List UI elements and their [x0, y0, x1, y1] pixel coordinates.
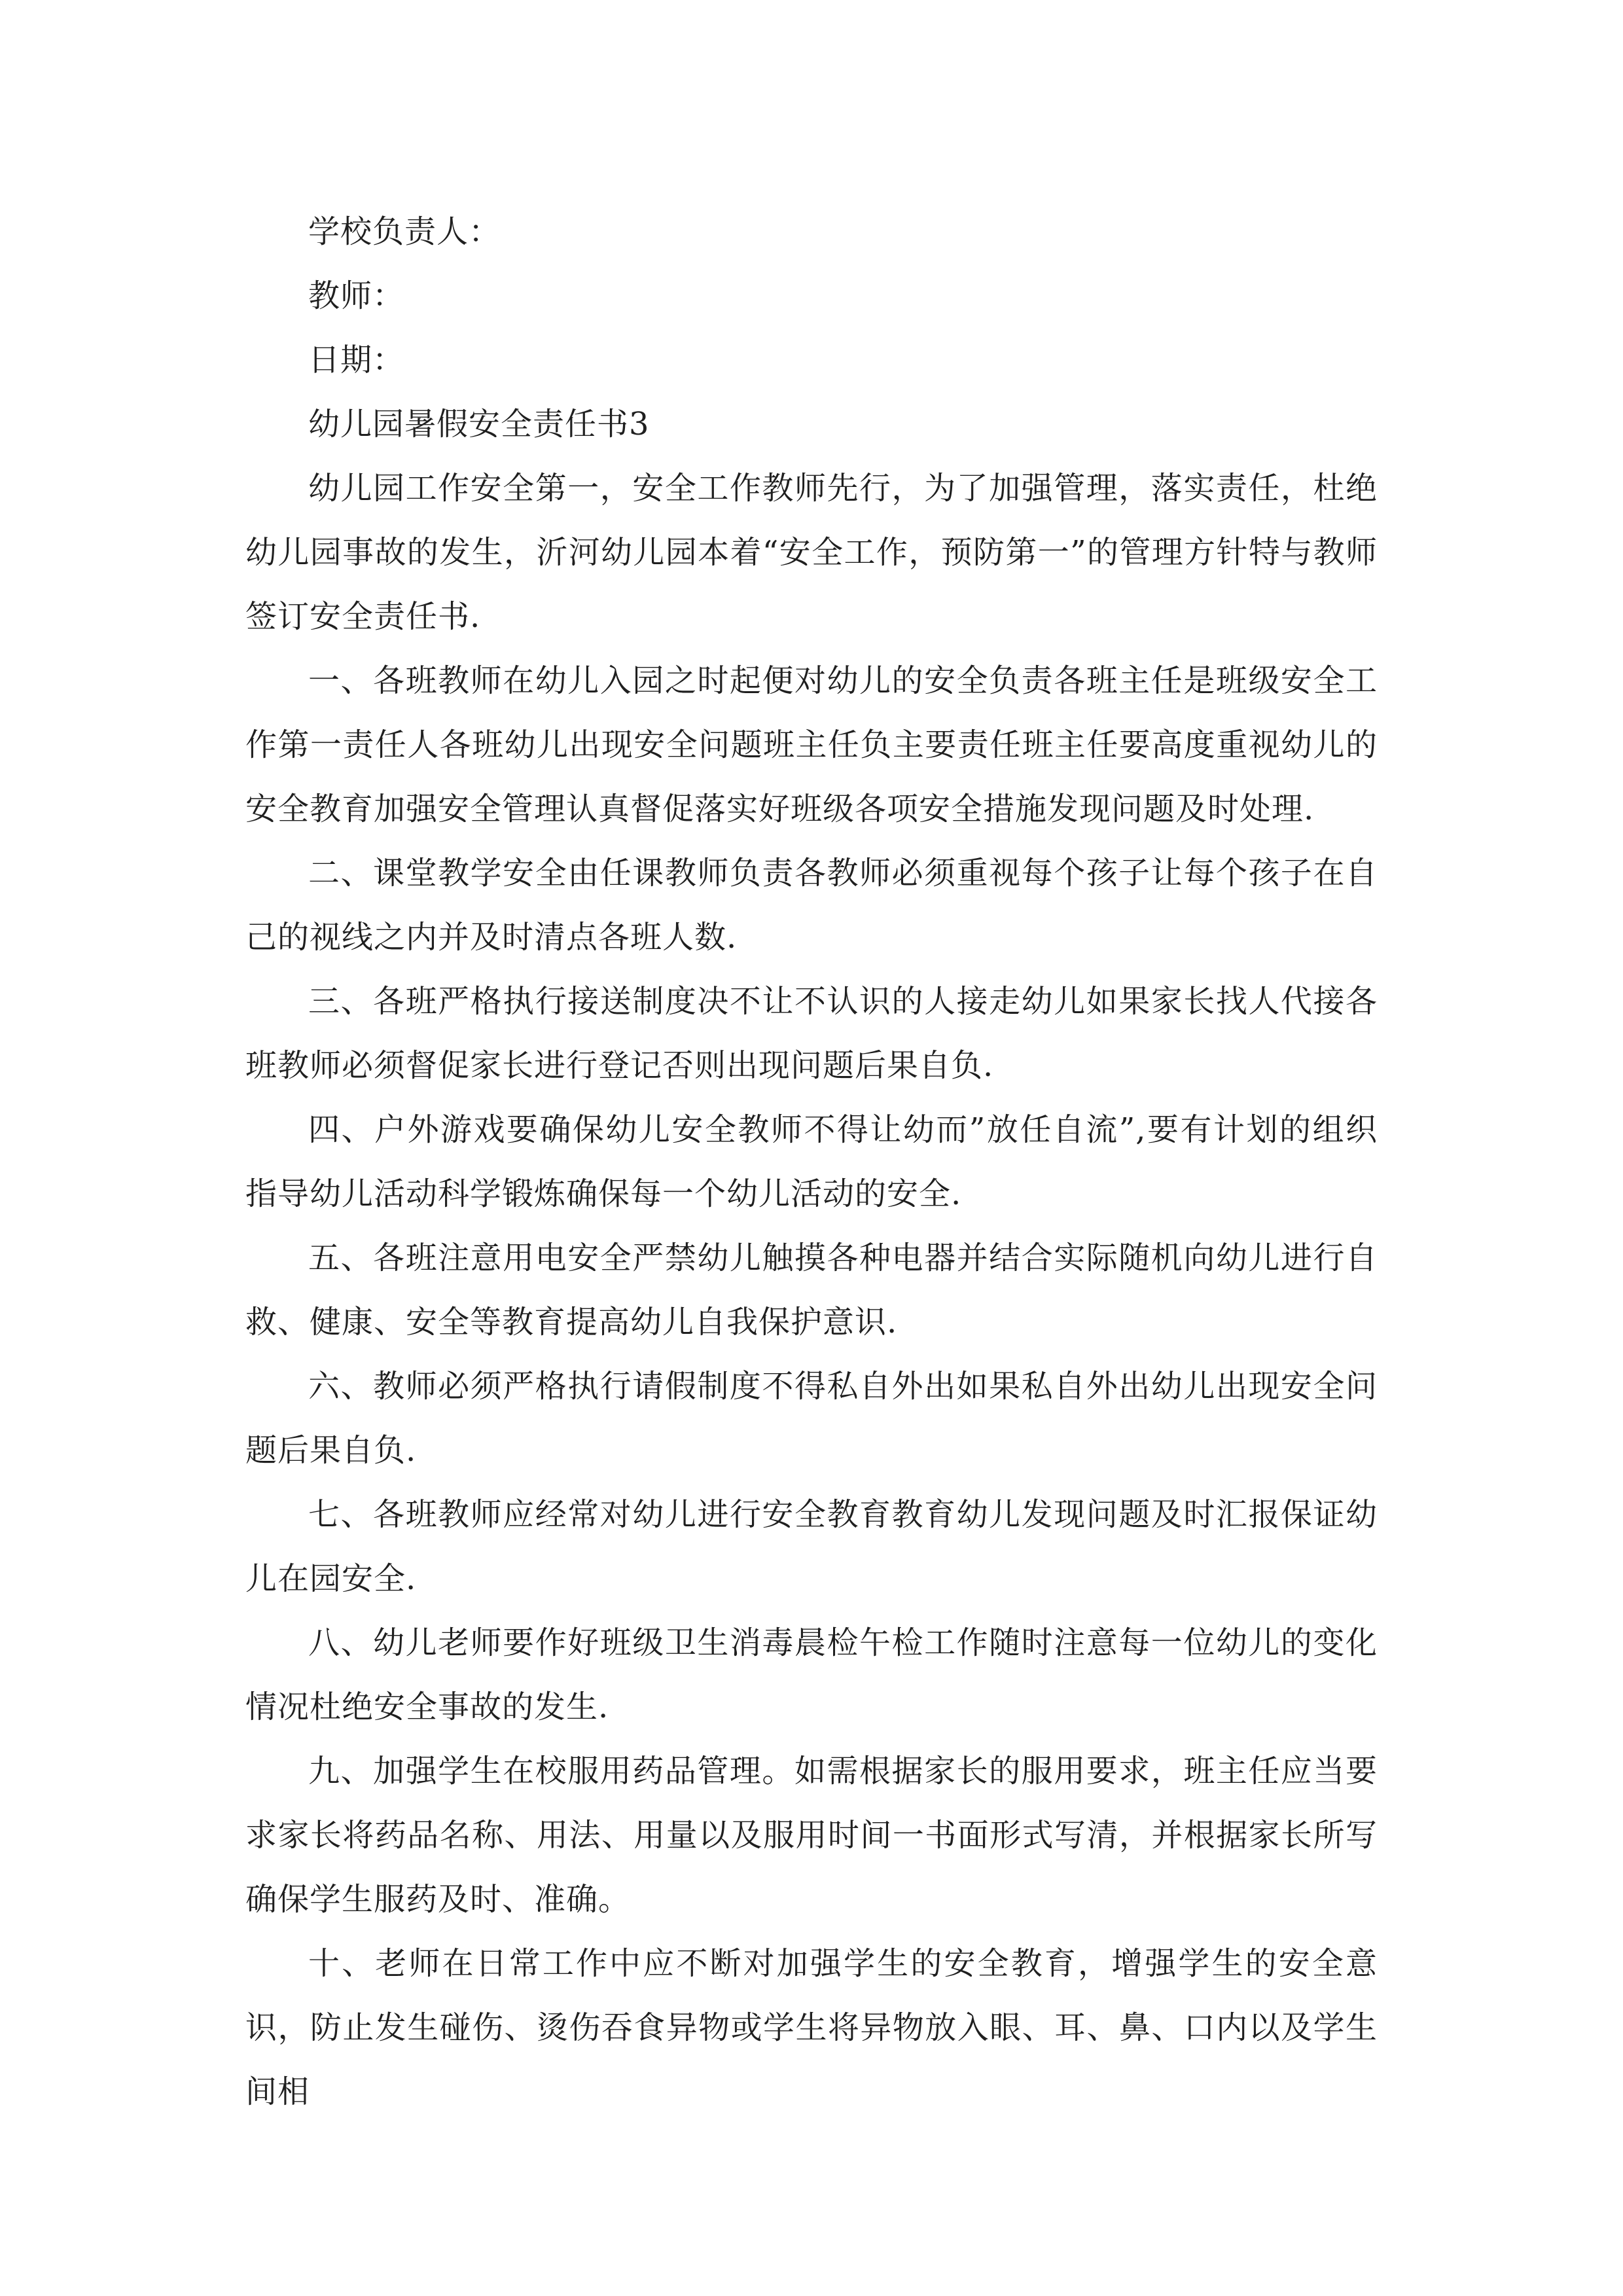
clause-6: 六、教师必须严格执行请假制度不得私自外出如果私自外出幼儿出现安全问题后果自负. — [245, 1368, 1378, 1469]
clause-9: 九、加强学生在校服用药品管理。如需根据家长的服用要求，班主任应当要求家长将药品名称、用法、用量以及服用时间一书面形式写清，并根据家长所写确保学生服药及时、准确。 — [245, 1753, 1378, 1918]
document-body — [245, 200, 1378, 2124]
clause-1: 一、各班教师在幼儿入园之时起便对幼儿的安全负责各班主任是班级安全工作第一责任人各班幼儿出现安全问题班主任负主要责任班主任要高度重视幼儿的安全教育加强安全管理认真督促落实好班级各项安全措施发现问题及时处理. — [245, 662, 1378, 827]
clause-8: 八、幼儿老师要作好班级卫生消毒晨检午检工作随时注意每一位幼儿的变化情况杜绝安全事故的发生. — [245, 1624, 1378, 1725]
clause-4: 四、户外游戏要确保幼儿安全教师不得让幼而”放任自流”,要有计划的组织指导幼儿活动科学锻炼确保每一个幼儿活动的安全. — [245, 1111, 1378, 1212]
clause-7: 七、各班教师应经常对幼儿进行安全教育教育幼儿发现问题及时汇报保证幼儿在园安全. — [245, 1496, 1378, 1597]
clause-10: 十、老师在日常工作中应不断对加强学生的安全教育，增强学生的安全意识，防止发生碰伤、烫伤吞食异物或学生将异物放入眼、耳、鼻、口内以及学生间相 — [245, 1945, 1378, 2110]
signature-date: 日期： — [308, 342, 405, 378]
clause-3: 三、各班严格执行接送制度决不让不认识的人接走幼儿如果家长找人代接各班教师必须督促家长进行登记否则出现问题后果自负. — [245, 983, 1378, 1084]
clause-2: 二、课堂教学安全由任课教师负责各教师必须重视每个孩子让每个孩子在自己的视线之内并及时清点各班人数. — [245, 855, 1378, 956]
section-title: 幼儿园暑假安全责任书3 — [308, 406, 650, 442]
signature-teacher: 教师： — [308, 278, 405, 314]
signature-school-head: 学校负责人： — [308, 213, 501, 250]
intro-paragraph: 幼儿园工作安全第一，安全工作教师先行，为了加强管理，落实责任，杜绝幼儿园事故的发生，沂河幼儿园本着“安全工作，预防第一”的管理方针特与教师签订安全责任书. — [245, 470, 1378, 635]
clause-5: 五、各班注意用电安全严禁幼儿触摸各种电器并结合实际随机向幼儿进行自救、健康、安全等教育提高幼儿自我保护意识. — [245, 1240, 1378, 1340]
